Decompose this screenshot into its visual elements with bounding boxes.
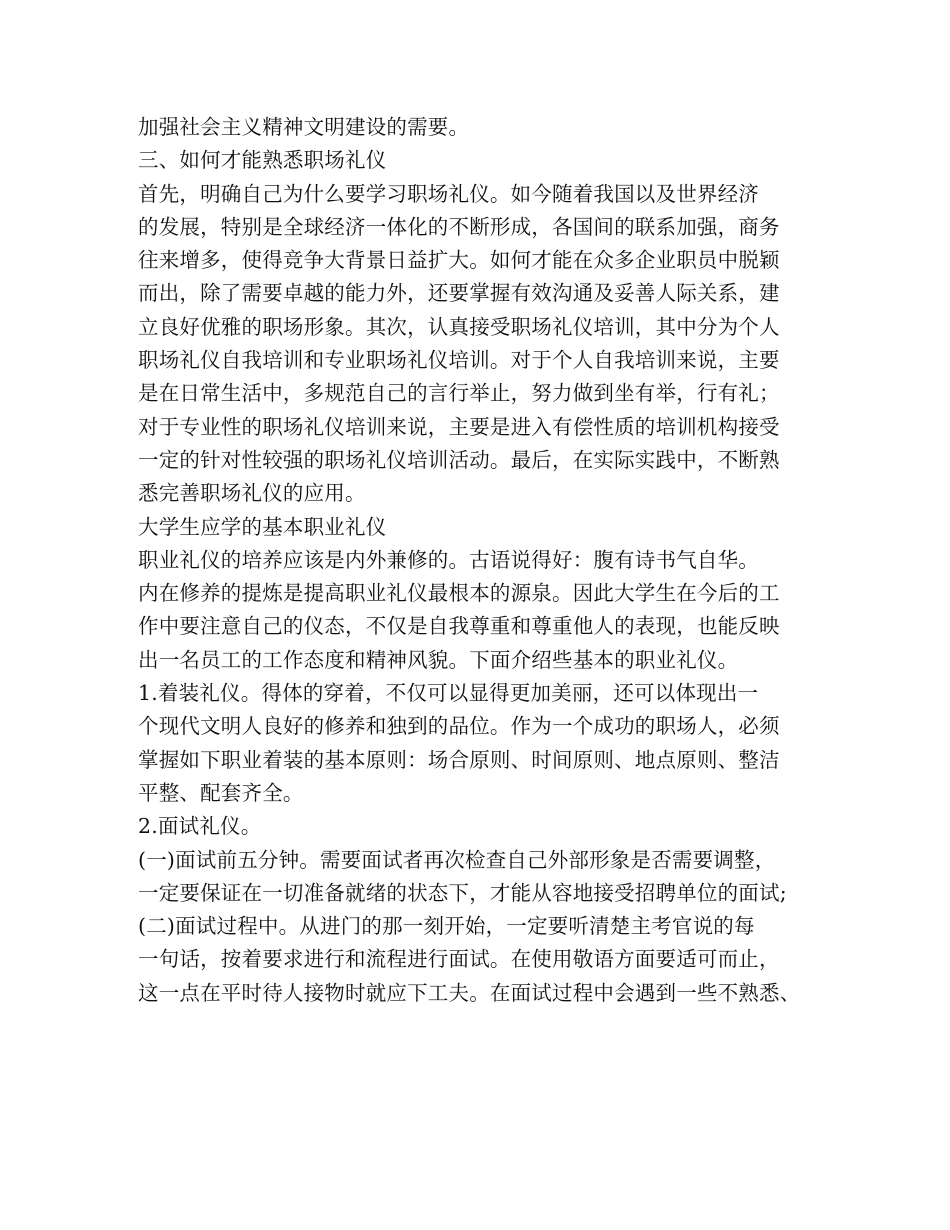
text-line: 而出，除了需要卓越的能力外，还要掌握有效沟通及妥善人际关系，建 (138, 281, 780, 306)
text-line: 平整、配套齐全。 (138, 780, 304, 805)
text-line: 内在修养的提炼是提高职业礼仪最根本的源泉。因此大学生在今后的工 (138, 581, 780, 606)
body-text (138, 111, 828, 1010)
text-line: 一定要保证在一切准备就绪的状态下，才能从容地接受招聘单位的面试; (138, 880, 787, 905)
text-line: 加强社会主义精神文明建设的需要。 (138, 115, 470, 139)
text-line: (二)面试过程中。从进门的那一刻开始，一定要听清楚主考官说的每 (138, 914, 755, 939)
text-line: 2.面试礼仪。 (138, 814, 262, 839)
text-line: 掌握如下职业着装的基本原则：场合原则、时间原则、地点原则、整洁 (138, 747, 780, 772)
text-line: 1.着装礼仪。得体的穿着，不仅可以显得更加美丽，还可以体现出一 (138, 681, 759, 706)
text-line: 首先，明确自己为什么要学习职场礼仪。如今随着我国以及世界经济 (138, 181, 759, 206)
text-line: 往来增多，使得竞争大背景日益扩大。如何才能在众多企业职员中脱颖 (138, 248, 780, 273)
text-line: 职场礼仪自我培训和专业职场礼仪培训。对于个人自我培训来说，主要 (138, 348, 780, 373)
text-line: 对于专业性的职场礼仪培训来说，主要是进入有偿性质的培训机构接受 (138, 414, 780, 439)
text-line: (一)面试前五分钟。需要面试者再次检查自己外部形象是否需要调整， (138, 847, 776, 872)
text-line: 立良好优雅的职场形象。其次，认真接受职场礼仪培训，其中分为个人 (138, 314, 780, 339)
text-line: 一句话，按着要求进行和流程进行面试。在使用敬语方面要适可而止， (138, 947, 780, 972)
text-line: 出一名员工的工作态度和精神风貌。下面介绍些基本的职业礼仪。 (138, 647, 739, 672)
text-line: 职业礼仪的培养应该是内外兼修的。古语说得好：腹有诗书气自华。 (138, 547, 759, 572)
text-line: 这一点在平时待人接物时就应下工夫。在面试过程中会遇到一些不熟悉、 (138, 980, 801, 1005)
text-line: 作中要注意自己的仪态，不仅是自我尊重和尊重他人的表现，也能反映 (138, 614, 780, 639)
section-heading: 三、如何才能熟悉职场礼仪 (138, 148, 387, 173)
text-line: 是在日常生活中，多规范自己的言行举止，努力做到坐有举，行有礼； (138, 381, 780, 406)
text-line: 一定的针对性较强的职场礼仪培训活动。最后，在实际实践中，不断熟 (138, 447, 780, 472)
section-heading: 大学生应学的基本职业礼仪 (138, 514, 387, 539)
text-line: 个现代文明人良好的修养和独到的品位。作为一个成功的职场人，必须 (138, 714, 780, 739)
text-line: 的发展，特别是全球经济一体化的不断形成，各国间的联系加强，商务 (138, 214, 780, 239)
text-line: 悉完善职场礼仪的应用。 (138, 481, 366, 506)
